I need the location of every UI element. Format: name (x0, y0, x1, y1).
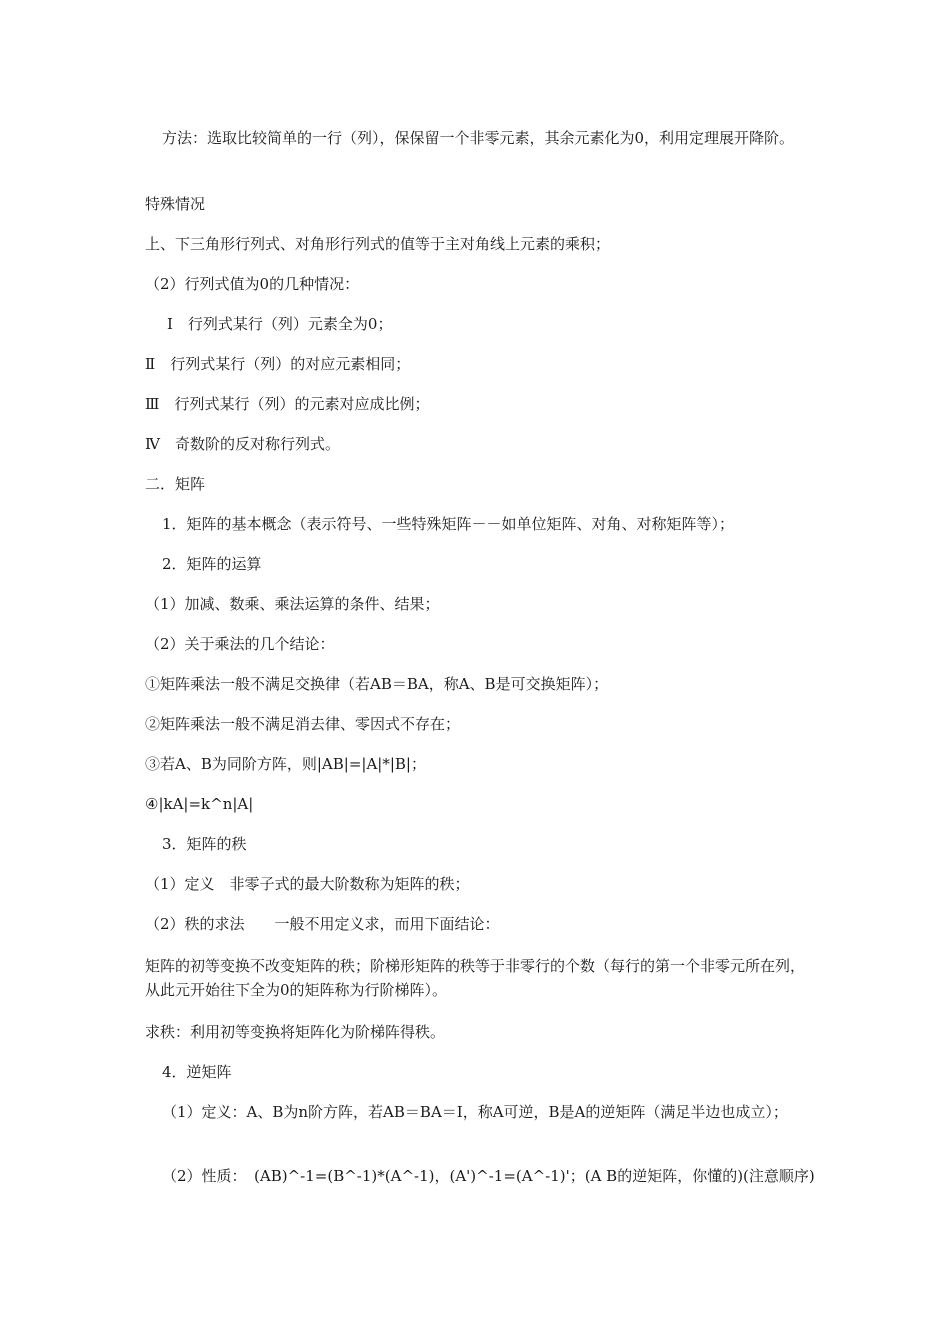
paragraph-special-cases-heading: 特殊情况 (145, 195, 206, 213)
paragraph-case-3: Ⅲ 行列式某行（列）的元素对应成比例； (145, 395, 430, 413)
paragraph-method: 方法：选取比较简单的一行（列），保保留一个非零元素，其余元素化为0，利用定理展开降阶。 (162, 129, 795, 147)
subheading-inverse-matrix: 4．逆矩阵 (162, 1063, 232, 1081)
paragraph-triangular-determinant: 上、下三角形行列式、对角形行列式的值等于主对角线上元素的乘积； (145, 235, 611, 253)
paragraph-operations-conditions: （1）加减、数乘、乘法运算的条件、结果； (145, 595, 440, 613)
paragraph-inverse-properties: （2）性质： (AB)^-1=(B^-1)*(A^-1)，(A')^-1=(A^-1)'；(A B的逆矩阵，你懂的)(注意顺序) (162, 1167, 815, 1185)
paragraph-zero-determinant-cases: （2）行列式值为0的几种情况： (145, 275, 360, 293)
paragraph-case-2: Ⅱ 行列式某行（列）的对应元素相同； (145, 355, 411, 373)
subheading-matrix-operations: 2．矩阵的运算 (162, 555, 262, 573)
paragraph-conclusion-2: ②矩阵乘法一般不满足消去律、零因式不存在； (145, 715, 461, 733)
section-heading-matrix: 二．矩阵 (145, 475, 206, 493)
subheading-matrix-rank: 3．矩阵的秩 (162, 835, 247, 853)
paragraph-inverse-definition: （1）定义：A、B为n阶方阵，若AB＝BA＝I，称A可逆，B是A的逆矩阵（满足半边也成立）； (162, 1103, 788, 1121)
paragraph-case-4: Ⅳ 奇数阶的反对称行列式。 (145, 435, 340, 453)
paragraph-rank-definition: （1）定义 非零子式的最大阶数称为矩阵的秩； (145, 875, 470, 893)
paragraph-multiplication-conclusions: （2）关于乘法的几个结论： (145, 635, 335, 653)
paragraph-conclusion-4: ④|kA|=k^n|A| (145, 795, 254, 813)
paragraph-matrix-basic-concept: 1．矩阵的基本概念（表示符号、一些特殊矩阵－－如单位矩阵、对角、对称矩阵等）； (162, 515, 735, 533)
paragraph-case-1: Ⅰ 行列式某行（列）元素全为0； (167, 315, 393, 333)
paragraph-rank-computation: 求秩：利用初等变换将矩阵化为阶梯阵得秩。 (145, 1023, 446, 1041)
paragraph-conclusion-3: ③若A、B为同阶方阵，则|AB|=|A|*|B|； (145, 755, 426, 773)
paragraph-rank-method: （2）秩的求法 一般不用定义求，而用下面结论： (145, 915, 500, 933)
paragraph-conclusion-1: ①矩阵乘法一般不满足交换律（若AB＝BA，称A、B是可交换矩阵）； (145, 675, 609, 693)
paragraph-elementary-transform: 矩阵的初等变换不改变矩阵的秩；阶梯形矩阵的秩等于非零行的个数（每行的第一个非零元所在列，从此元开始往下全为0的矩阵称为行阶梯阵）。 (145, 957, 806, 999)
